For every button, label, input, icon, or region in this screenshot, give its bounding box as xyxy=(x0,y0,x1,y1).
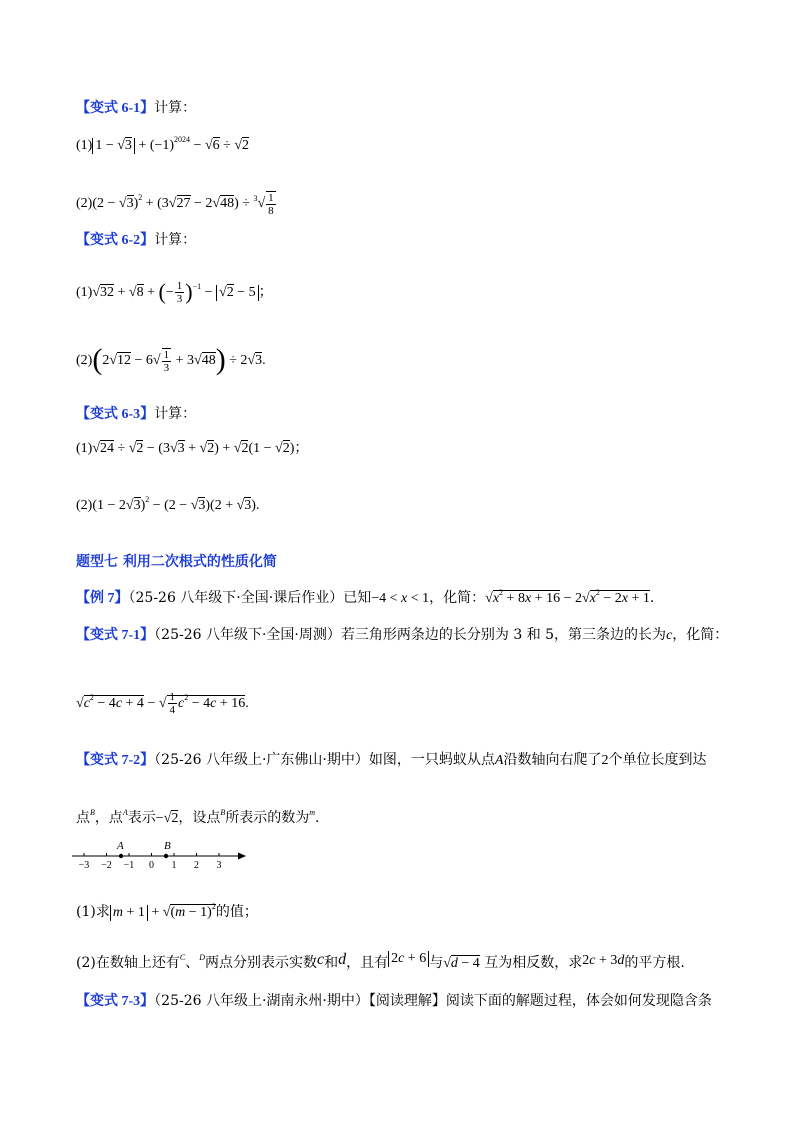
problem-6-2-2 xyxy=(76,343,266,377)
point-label: C xyxy=(179,953,186,962)
text: 【阅读理解】阅读下面的解题过程，体会如何发现隐含条 xyxy=(368,993,712,1009)
text: ，化简： xyxy=(672,627,729,643)
variant-7-1 xyxy=(76,625,728,646)
text: 所表示的数为 xyxy=(225,810,310,826)
variant-tag: 【变式 6-1】 xyxy=(76,101,155,116)
variable: c xyxy=(666,628,673,643)
point-a-dot xyxy=(119,854,123,858)
point-b-dot xyxy=(164,854,168,858)
math-expression: √32 + √8 + (− $\frac{1}{3}$ )$^{-1}$ − √2 − 5 xyxy=(92,285,258,300)
text: 互为相反数，求 xyxy=(484,955,583,971)
punctuation: . xyxy=(245,696,249,711)
source: （25-26 八年级上·广东佛山·期中） xyxy=(154,752,369,768)
math-expression: $(1 - 2√3)^2 - (2 - √3)(2 + √3)$ xyxy=(92,495,256,513)
question-7-2-2 xyxy=(76,948,685,974)
text: 的平方根. xyxy=(624,955,685,971)
math-expression: 2c + 3d xyxy=(582,953,625,968)
source: （25-26 八年级上·湖南永州·期中） xyxy=(154,993,369,1009)
point-label: B xyxy=(220,808,226,817)
math-expression: $√x^2 + 8x + 16 - 2√x^2 - 2x + 1$ xyxy=(485,588,650,606)
text: 、 xyxy=(185,955,200,971)
point-label: D xyxy=(199,953,205,962)
text: 与 xyxy=(429,955,444,971)
math-expression: $√c^2 - 4c + 4$ − √ $\frac{1}{4}$ $c^2 - 4c + 16$ xyxy=(76,691,246,717)
source: （25-26 八年级下·全国·课后作业） xyxy=(128,590,344,606)
text: 点 xyxy=(76,810,90,826)
axis-tick-label: 3 xyxy=(216,860,222,871)
variant-7-3 xyxy=(76,991,712,1012)
text: 两点分别表示实数 xyxy=(204,955,317,971)
axis-tick-label: 1 xyxy=(171,860,177,871)
question-7-2-1 xyxy=(76,897,258,923)
math-expression: 1 − √3 xyxy=(92,138,135,154)
point-label: B xyxy=(90,808,95,817)
text: (2)在数轴上还有 xyxy=(76,955,180,971)
text: 的值； xyxy=(215,904,258,920)
variant-tag: 【变式 7-2】 xyxy=(76,753,155,768)
math-expression: $m + 1 + √(m - 1)^2$ xyxy=(110,905,216,920)
text: 若三角形两条边的长分别为 3 和 5，第三条边的长为 xyxy=(340,627,667,643)
item-number: (1) xyxy=(76,285,93,300)
item-number: (1) xyxy=(76,441,93,456)
variant-tag: 【变式 6-2】 xyxy=(76,233,155,248)
math-expression: (2√12 − 6√ $\frac{1}{3}$ + 3√48) ÷ 2√3 xyxy=(92,343,263,377)
point-label: A xyxy=(122,808,128,817)
axis-tick-label: 2 xyxy=(194,860,199,871)
text: 和 xyxy=(324,955,339,971)
axis-tick-label: 0 xyxy=(149,860,154,871)
text: 如图，一只蚂蚁从点 xyxy=(368,752,495,768)
number: 2 xyxy=(601,753,609,768)
source: （25-26 八年级下·全国·周测） xyxy=(154,627,341,643)
problem-6-3-1 xyxy=(76,439,308,459)
text: 沿数轴向右爬了 xyxy=(503,752,602,768)
variant-6-2-header xyxy=(76,230,196,251)
example-tag: 【例 7】 xyxy=(76,591,129,606)
section-7-title: 题型七 利用二次根式的性质化简 xyxy=(76,554,277,570)
math-condition: −4 < x < 1 xyxy=(371,591,430,606)
problem-6-1-2 xyxy=(76,188,277,217)
math-expression: $(2 - √3)^2 + (3√27 - 2√48) \div ^3√$ $\frac{1}{8}$ xyxy=(92,191,274,217)
text: 个单位长度到达 xyxy=(608,752,707,768)
axis-tick-label: −2 xyxy=(101,860,112,871)
problem-7-1-expression xyxy=(76,688,249,716)
punctuation: ； xyxy=(258,285,273,300)
variant-prompt: 计算： xyxy=(154,100,197,116)
variant-6-3-header xyxy=(76,404,196,425)
variant-tag: 【变式 7-1】 xyxy=(76,628,155,643)
number-line-figure xyxy=(70,836,250,872)
punctuation: . xyxy=(649,590,655,606)
variant-prompt: 计算： xyxy=(154,406,197,422)
text: (1)求 xyxy=(76,904,110,920)
variant-7-2-cont xyxy=(76,803,320,829)
punctuation: . xyxy=(262,353,266,369)
text: ，化简： xyxy=(429,590,486,606)
variant-7-2 xyxy=(76,750,706,771)
text: ，点 xyxy=(94,810,123,826)
item-number: (2) xyxy=(76,353,93,369)
example-7 xyxy=(76,583,654,609)
punctuation: . xyxy=(255,498,260,513)
math-expression: 2c + 6 xyxy=(388,956,429,971)
item-number: (1) xyxy=(76,138,93,153)
axis-tick-label: −1 xyxy=(123,860,135,871)
axis-arrow xyxy=(238,853,246,860)
text: ，且有 xyxy=(346,955,389,971)
variant-tag: 【变式 6-3】 xyxy=(76,407,155,422)
text: ，设点 xyxy=(178,810,221,826)
math-expression: √d − 4 xyxy=(443,956,480,971)
problem-6-2-1 xyxy=(76,277,273,305)
text: 表示 xyxy=(127,810,156,826)
variable: m xyxy=(309,808,316,817)
item-number: (2) xyxy=(76,196,93,211)
item-number: (2) xyxy=(76,498,93,513)
math-expression: √24 ÷ √2 − (3√3 + √2) + √2(1 − √2) xyxy=(92,441,295,456)
variant-6-1-header xyxy=(76,98,196,119)
punctuation: . xyxy=(315,810,320,826)
problem-6-1-1: (1) $1 - √3 + (-1)^{2024} - √6 \div √2$ xyxy=(76,135,250,153)
variable: d xyxy=(338,951,347,968)
point-label: A xyxy=(494,753,504,768)
variant-tag: 【变式 7-3】 xyxy=(76,994,155,1009)
punctuation: ； xyxy=(294,441,309,456)
point-b-label: B xyxy=(164,840,171,852)
math-expression: −√2 xyxy=(155,811,179,826)
variant-prompt: 计算： xyxy=(154,232,197,248)
problem-6-3-2 xyxy=(76,490,259,516)
text: 已知 xyxy=(343,590,372,606)
variable: c xyxy=(316,951,325,968)
axis-tick-label: −3 xyxy=(78,860,90,871)
point-a-label: A xyxy=(117,840,124,852)
